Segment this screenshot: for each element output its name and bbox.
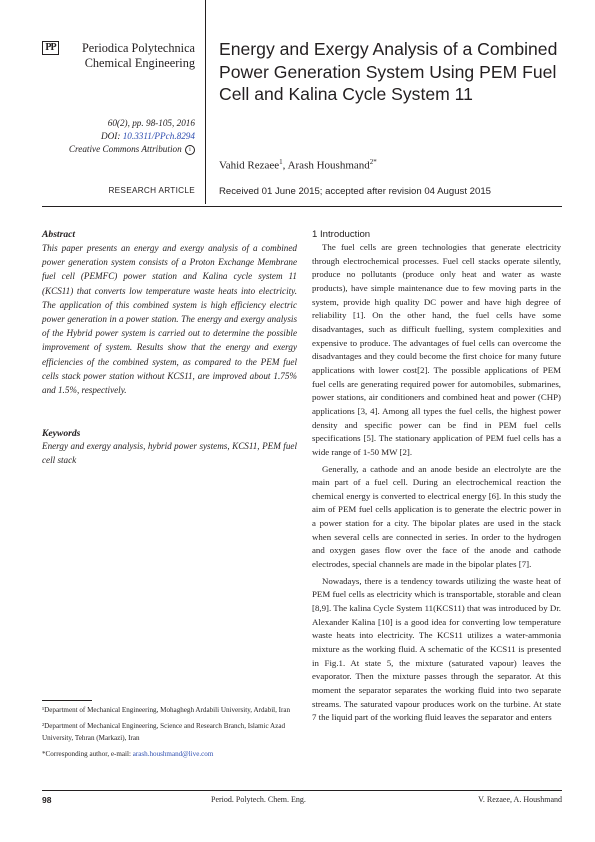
page-number: 98 — [42, 795, 52, 805]
received-dates: Received 01 June 2015; accepted after revision 04 August 2015 — [219, 186, 492, 197]
author-list — [219, 158, 377, 172]
intro-paragraph-3: Nowadays, there is a tendency towards utilizing the waste heat of PEM fuel cells as electricity which is transportable, storable and clean [8,9]. The kalina Cycle System 11(KCS11) that was introduced by Dr. Alexander Kalina [10] is a good idea for converting low temperature waste heats into electricity. The KCS11 utilizes a water-ammonia mixture as the working fluid. A schematic of the KCS11 is presented in Fig.1. At state 5, the mixture (saturated vapour) leaves the evaporator. Then the mixture passes through the separator. At this moment the separator separates the working fluid into two separate streams. The saturated vapour produces work on the turbine. At state 7 the liquid part of the working fluid leaves the separator and enters — [312, 575, 561, 723]
header-rule — [42, 206, 562, 207]
corresponding-label: *Corresponding author, e-mail: — [42, 749, 133, 758]
license-line — [69, 143, 195, 156]
license-text: Creative Commons Attribution — [68, 144, 182, 154]
footer-authors: V. Rezaee, A. Houshmand — [478, 795, 562, 804]
intro-body — [312, 241, 561, 725]
cc-by-icon: i — [185, 145, 195, 155]
footnote-corresponding — [42, 749, 297, 761]
journal-name-line1: Periodica Polytechnica — [81, 41, 195, 55]
footnotes — [42, 705, 297, 765]
header-divider — [205, 0, 206, 204]
author-2-affil: 2* — [369, 158, 377, 166]
doi-line — [69, 130, 195, 143]
article-title: Energy and Exergy Analysis of a Combined Power Generation System Using PEM Fuel Cell and Kalina Cycle System 11 — [219, 39, 558, 104]
author-1-affil: 1 — [279, 158, 283, 166]
intro-heading: 1 Introduction — [312, 229, 371, 240]
intro-paragraph-2: Generally, a cathode and an anode beside an electrolyte are the main part of a fuel cell. During an electrochemical reaction the chemical energy is converted to electrical energy [6]. In this study the aim of PEM fuel cells application is to generate the electric power in a power station for a city. The bipolar plates are used in the stack when several cells are connected in series. In order to the hydrogen and oxygen gases flow over the face of the anode and cathode electrodes, special channels are made in the bipolar plates [7]. — [312, 463, 561, 570]
author-2: Arash Houshmand — [287, 159, 370, 172]
footnote-rule — [42, 700, 92, 701]
footer-rule — [42, 790, 562, 791]
footer-journal: Period. Polytech. Chem. Eng. — [211, 795, 306, 804]
intro-paragraph-1: The fuel cells are green technologies that generate electricity through electrochemical processes. Fuel cell stacks operate silently, produce no pollutants (produce only heat and water as waste products), have simple maintenance due to few moving parts in the system, provide high quality DC power and have high degree of reliability [1]. On the other hand, the fuel cells have some disadvantages, such as difficult fuelling, system complexities and expensive to produce. The advantages of fuel cells can overcome the disadvantages and they could become the first choice for many future applications with lower cost[2]. The possible applications of PEM fuel cells are generating required power for automobiles, submarines, power stations, air conditioners and combined heat and power (CHP) applications [3, 4]. Among all types the fuel cells, the highest power density and specific power can be find in PEM fuel cells specifications [5]. The stationary application of PEM fuel cells has a wide range of 1-50 MW [2]. — [312, 242, 561, 457]
footnote-affiliation-2: ²Department of Mechanical Engineering, Science and Research Branch, Islamic Azad University, Tehran (Markazi), Iran — [42, 721, 286, 742]
journal-name — [45, 41, 195, 71]
footnote-affiliation-1: ¹Department of Mechanical Engineering, Mohaghegh Ardabili University, Ardabil, Iran — [42, 706, 291, 714]
abstract-text: This paper presents an energy and exergy analysis of a combined power generation system consists of a Proton Exchange Membrane fuel cell (PEMFC) power station and Kalina cycle system 11 (KCS11) that converts low temperature waste heats into electricity. The application of this combined system is high efficiency electric power generation in a power station. The energy and exergy analysis of the Hybrid power system is carried out to determine the possible improvement of system. Results show that the energy and exergy efficiencies of the combined system, as compared to the PEM fuel cells stack power station without KCS11, are improved about 1.75% and 1.5%, respectively. — [42, 243, 297, 396]
journal-name-line2: Chemical Engineering — [84, 56, 195, 70]
author-separator: , — [282, 159, 288, 172]
keywords-heading: Keywords — [42, 428, 81, 439]
keywords-text: Energy and exergy analysis, hybrid power systems, KCS11, PEM fuel cell stack — [42, 441, 297, 466]
abstract-heading: Abstract — [42, 229, 76, 240]
article-meta — [69, 117, 195, 156]
journal-logo: PP — [42, 41, 59, 55]
volume-pages: 60(2), pp. 98-105, 2016 — [107, 118, 195, 128]
doi-link[interactable]: 10.3311/PPch.8294 — [122, 131, 195, 141]
email-link[interactable]: arash.houshmand@live.com — [132, 749, 214, 758]
doi-label: DOI: — [101, 131, 123, 141]
author-1: Vahid Rezaee — [219, 159, 280, 172]
article-type: RESEARCH ARTICLE — [108, 186, 195, 195]
